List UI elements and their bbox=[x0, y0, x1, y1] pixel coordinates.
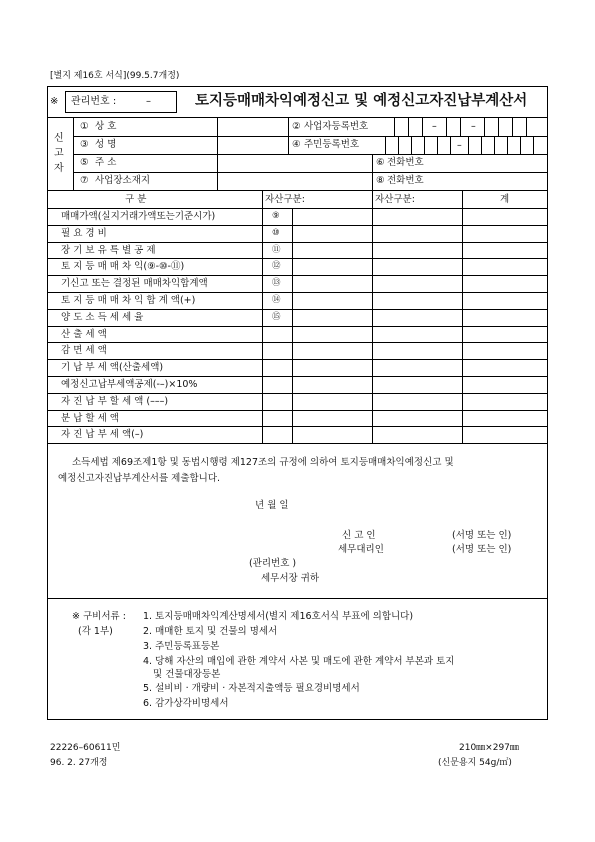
rule bbox=[526, 117, 527, 136]
num-4: ④ bbox=[292, 139, 301, 150]
rule bbox=[411, 136, 412, 154]
calc-total-cell[interactable] bbox=[463, 343, 547, 358]
rule bbox=[481, 136, 482, 154]
rule bbox=[394, 117, 395, 136]
calc-asset-cell[interactable] bbox=[293, 259, 371, 274]
num-7: ⑦ bbox=[80, 175, 89, 186]
calc-asset-cell[interactable] bbox=[293, 293, 371, 308]
calc-total-cell[interactable] bbox=[463, 360, 547, 375]
reporter-side-1: 신 bbox=[54, 133, 64, 144]
rule bbox=[408, 117, 409, 136]
calc-asset-cell[interactable] bbox=[293, 243, 371, 258]
footer-paper-type: (신문용지 54g/㎡) bbox=[438, 758, 512, 768]
calc-asset-cell[interactable] bbox=[373, 427, 461, 442]
calc-row-label: 토 지 등 매 매 차 익(⑨-⑩-⑪) bbox=[61, 261, 185, 273]
label-resident-no: 주민등록번호 bbox=[304, 139, 360, 150]
rule bbox=[288, 117, 289, 154]
calc-row-label: 장 기 보 유 특 별 공 제 bbox=[61, 244, 156, 256]
biz-reg-dash-1: – bbox=[432, 121, 437, 132]
calc-asset-cell[interactable] bbox=[293, 411, 371, 426]
calc-row-label: 기 납 부 세 액(산출세액) bbox=[61, 362, 164, 374]
calc-total-cell[interactable] bbox=[463, 276, 547, 291]
num-6: ⑥ bbox=[376, 157, 385, 168]
calc-total-cell[interactable] bbox=[463, 243, 547, 258]
label-phone-8: 전화번호 bbox=[387, 175, 424, 186]
calc-asset-cell[interactable] bbox=[293, 394, 371, 409]
required-docs-heading: ※ 구비서류 : bbox=[72, 611, 126, 622]
reporter-side-2: 고 bbox=[54, 148, 64, 159]
label-business-address: 사업장소재지 bbox=[95, 175, 151, 186]
management-number-value: – bbox=[146, 96, 151, 107]
calc-asset-cell[interactable] bbox=[293, 276, 371, 291]
note-mark: ※ bbox=[50, 96, 59, 107]
calc-asset-cell[interactable] bbox=[373, 276, 461, 291]
calc-row-label: 필 요 경 비 bbox=[61, 227, 107, 239]
calc-asset-cell[interactable] bbox=[373, 293, 461, 308]
calc-row-number: ⑮ bbox=[272, 311, 281, 322]
rule bbox=[47, 190, 548, 191]
required-doc-3: 3. 주민등록표등본 bbox=[143, 641, 220, 652]
rule bbox=[533, 136, 534, 154]
calc-asset-cell[interactable] bbox=[293, 360, 371, 375]
calc-row-number: ⑭ bbox=[272, 295, 281, 305]
rule bbox=[460, 117, 461, 136]
calc-row-label: 자 진 납 부 할 세 액 (–––) bbox=[61, 395, 169, 407]
column-category: 구 분 bbox=[125, 194, 147, 205]
rule bbox=[398, 136, 399, 154]
label-address: 주 소 bbox=[95, 157, 117, 168]
footer-revision-date: 96. 2. 27개정 bbox=[50, 758, 108, 768]
rule bbox=[494, 136, 495, 154]
calc-row-label: 기신고 또는 결정된 매매차익합계액 bbox=[61, 278, 208, 290]
trade-name-field[interactable] bbox=[218, 118, 287, 135]
calc-total-cell[interactable] bbox=[463, 310, 547, 325]
calc-asset-cell[interactable] bbox=[373, 411, 461, 426]
rule bbox=[446, 117, 447, 136]
calc-row-label: 토 지 등 매 매 차 익 합 계 액(+) bbox=[61, 295, 196, 306]
calc-asset-cell[interactable] bbox=[293, 343, 371, 358]
calc-total-cell[interactable] bbox=[463, 259, 547, 274]
tax-agent-signature[interactable]: (서명 또는 인) bbox=[452, 544, 512, 555]
num-2: ② bbox=[292, 121, 301, 132]
calc-row-label: 자 진 납 부 세 액(–) bbox=[61, 429, 144, 441]
calc-asset-cell[interactable] bbox=[373, 327, 461, 342]
resident-dash: – bbox=[457, 140, 462, 151]
calc-row-number: ⑬ bbox=[272, 278, 281, 289]
rule bbox=[498, 117, 499, 136]
calc-total-cell[interactable] bbox=[463, 427, 547, 442]
required-doc-4: 4. 당해 자산의 매입에 관한 계약서 사본 및 매도에 관한 계약서 부본과 토지 bbox=[143, 656, 455, 667]
num-3: ③ bbox=[80, 139, 89, 150]
calc-total-cell[interactable] bbox=[463, 394, 547, 409]
calc-total-cell[interactable] bbox=[463, 209, 547, 224]
rule bbox=[422, 117, 423, 136]
name-field[interactable] bbox=[218, 137, 287, 153]
rule bbox=[73, 136, 548, 137]
form-reference: [별지 제16호 서식](99.5.7개정) bbox=[50, 71, 180, 81]
calc-asset-cell[interactable] bbox=[293, 327, 371, 342]
calc-total-cell[interactable] bbox=[463, 293, 547, 308]
footer-paper-size: 210㎜×297㎜ bbox=[459, 743, 519, 753]
form-title: 토지등매매차익예정신고 및 예정신고자진납부계산서 bbox=[195, 93, 528, 109]
calc-asset-cell[interactable] bbox=[293, 377, 371, 392]
reporter-side-3: 자 bbox=[54, 163, 64, 174]
column-total: 계 bbox=[500, 194, 510, 205]
calc-row-label: 분 납 할 세 액 bbox=[61, 412, 119, 424]
calc-row-number: ⑫ bbox=[272, 261, 281, 272]
reporter-label: 신 고 인 bbox=[342, 530, 376, 541]
calc-row-number: ⑨ bbox=[272, 211, 280, 221]
address-field[interactable] bbox=[218, 155, 371, 171]
rule bbox=[437, 136, 438, 154]
column-asset-type-2: 자산구분: bbox=[375, 194, 415, 205]
required-doc-5: 5. 설비비 · 개량비 · 자본적지출액등 필요경비명세서 bbox=[143, 683, 360, 694]
required-doc-6: 6. 감가상각비명세서 bbox=[143, 698, 229, 709]
required-doc-2: 2. 매매한 토지 및 건물의 명세서 bbox=[143, 626, 278, 637]
calc-row-label: 양 도 소 득 세 세 율 bbox=[61, 311, 144, 323]
rule bbox=[450, 136, 451, 154]
required-doc-1: 1. 토지등매매차익계산명세서(별지 제16호서식 부표에 의합니다) bbox=[143, 611, 414, 622]
rule bbox=[468, 136, 469, 154]
calc-total-cell[interactable] bbox=[463, 226, 547, 241]
agent-management-number: (관리번호 ) bbox=[249, 558, 297, 569]
declaration-line-2: 예정신고자진납부계산서를 제출합니다. bbox=[58, 473, 221, 484]
label-trade-name: 상 호 bbox=[95, 121, 117, 132]
calc-asset-cell[interactable] bbox=[373, 343, 461, 358]
rule bbox=[424, 136, 425, 154]
calc-total-cell[interactable] bbox=[463, 327, 547, 342]
management-number-label: 관리번호 : bbox=[71, 96, 117, 107]
label-name: 성 명 bbox=[95, 139, 117, 150]
rule bbox=[262, 190, 263, 443]
rule bbox=[47, 117, 548, 118]
calc-asset-cell[interactable] bbox=[373, 259, 461, 274]
calc-row-label: 산 출 세 액 bbox=[61, 328, 107, 340]
rule bbox=[372, 154, 373, 190]
calc-asset-cell[interactable] bbox=[293, 310, 371, 325]
footer-code: 22226–60611민 bbox=[50, 743, 121, 753]
rule bbox=[484, 117, 485, 136]
calc-row-label: 감 면 세 액 bbox=[61, 345, 107, 357]
required-doc-4-cont: 및 건물대장등본 bbox=[153, 669, 221, 680]
required-docs-copies: (각 1부) bbox=[78, 626, 113, 637]
calc-row-number: ⑪ bbox=[272, 244, 281, 255]
declaration-line-1: 소득세법 제69조제1항 및 동법시행령 제127조의 규정에 의하여 토지등매매차익예정신고 및 bbox=[72, 457, 454, 468]
calc-asset-cell[interactable] bbox=[293, 226, 371, 241]
rule bbox=[47, 598, 548, 599]
biz-reg-dash-2: – bbox=[471, 121, 476, 132]
num-1: ① bbox=[80, 121, 89, 132]
reporter-signature[interactable]: (서명 또는 인) bbox=[452, 530, 512, 541]
calc-asset-cell[interactable] bbox=[373, 377, 461, 392]
calc-asset-cell[interactable] bbox=[293, 209, 371, 224]
calc-asset-cell[interactable] bbox=[373, 226, 461, 241]
calc-row-number: ⑩ bbox=[272, 227, 280, 238]
calc-row-label: 예정신고납부세액공제(-–)×10% bbox=[61, 379, 198, 390]
calc-asset-cell[interactable] bbox=[293, 427, 371, 442]
calc-total-cell[interactable] bbox=[463, 411, 547, 426]
calc-total-cell[interactable] bbox=[463, 377, 547, 392]
business-address-field[interactable] bbox=[218, 173, 371, 189]
addressee: 세무서장 귀하 bbox=[261, 573, 320, 584]
rule bbox=[385, 136, 386, 154]
rule bbox=[512, 117, 513, 136]
calc-asset-cell[interactable] bbox=[373, 209, 461, 224]
label-phone-6: 전화번호 bbox=[387, 157, 424, 168]
rule bbox=[520, 136, 521, 154]
rule bbox=[507, 136, 508, 154]
calc-row-label: 매매가액(실지거래가액또는기준시가) bbox=[61, 211, 216, 222]
tax-agent-label: 세무대리인 bbox=[338, 544, 384, 555]
num-5: ⑤ bbox=[80, 157, 89, 168]
rule bbox=[47, 443, 548, 444]
calc-asset-cell[interactable] bbox=[373, 360, 461, 375]
calc-asset-cell[interactable] bbox=[373, 243, 461, 258]
calc-asset-cell[interactable] bbox=[373, 310, 461, 325]
date-line: 년 월 일 bbox=[255, 500, 289, 511]
num-8: ⑧ bbox=[376, 175, 385, 186]
calc-asset-cell[interactable] bbox=[373, 394, 461, 409]
column-asset-type-1: 자산구분: bbox=[265, 194, 305, 205]
label-business-reg-no: 사업자등록번호 bbox=[304, 121, 369, 132]
